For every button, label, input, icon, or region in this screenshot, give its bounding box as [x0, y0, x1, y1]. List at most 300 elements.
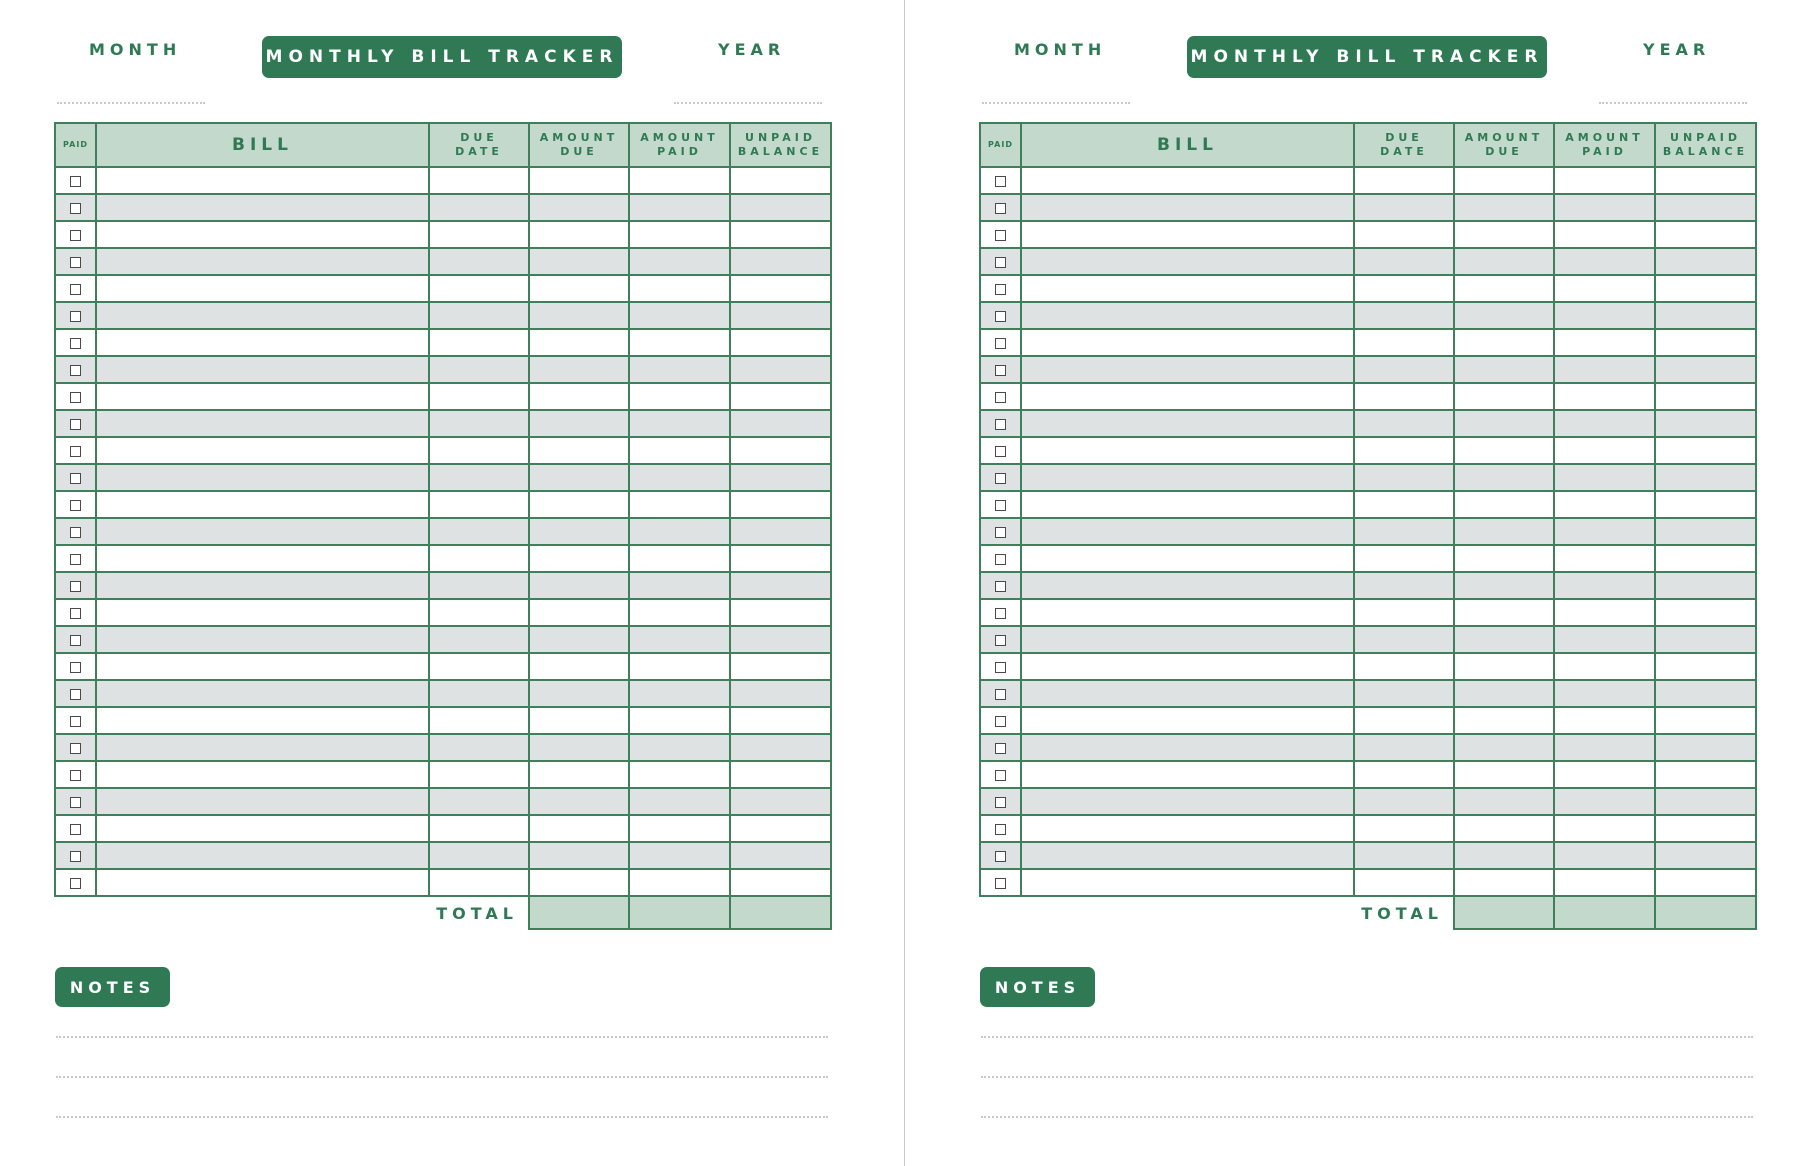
amount-due-cell[interactable] — [1454, 518, 1554, 545]
amount-paid-cell[interactable] — [1554, 248, 1655, 275]
unpaid-balance-cell[interactable] — [730, 680, 831, 707]
note-line[interactable] — [56, 1116, 828, 1118]
paid-checkbox[interactable] — [995, 824, 1006, 835]
amount-due-cell[interactable] — [529, 626, 629, 653]
bill-cell[interactable] — [96, 167, 429, 194]
due-date-cell[interactable] — [1354, 275, 1454, 302]
unpaid-balance-cell[interactable] — [1655, 410, 1756, 437]
unpaid-balance-cell[interactable] — [730, 545, 831, 572]
unpaid-balance-cell[interactable] — [1655, 545, 1756, 572]
due-date-cell[interactable] — [1354, 734, 1454, 761]
due-date-cell[interactable] — [429, 545, 529, 572]
bill-cell[interactable] — [1021, 842, 1354, 869]
paid-checkbox[interactable] — [70, 500, 81, 511]
paid-checkbox[interactable] — [995, 392, 1006, 403]
unpaid-balance-cell[interactable] — [730, 167, 831, 194]
paid-checkbox[interactable] — [70, 689, 81, 700]
paid-checkbox[interactable] — [995, 338, 1006, 349]
unpaid-balance-cell[interactable] — [730, 626, 831, 653]
bill-cell[interactable] — [1021, 410, 1354, 437]
amount-paid-cell[interactable] — [629, 626, 730, 653]
amount-due-cell[interactable] — [529, 356, 629, 383]
due-date-cell[interactable] — [1354, 653, 1454, 680]
amount-paid-cell[interactable] — [629, 653, 730, 680]
paid-checkbox[interactable] — [995, 581, 1006, 592]
amount-due-cell[interactable] — [1454, 761, 1554, 788]
paid-checkbox[interactable] — [995, 446, 1006, 457]
year-fill-line[interactable] — [674, 102, 822, 104]
unpaid-balance-cell[interactable] — [730, 869, 831, 896]
amount-paid-cell[interactable] — [1554, 302, 1655, 329]
due-date-cell[interactable] — [1354, 572, 1454, 599]
total-amount-due-cell[interactable] — [1454, 896, 1554, 929]
paid-checkbox[interactable] — [995, 554, 1006, 565]
amount-due-cell[interactable] — [529, 437, 629, 464]
amount-due-cell[interactable] — [529, 167, 629, 194]
unpaid-balance-cell[interactable] — [730, 383, 831, 410]
due-date-cell[interactable] — [1354, 464, 1454, 491]
bill-cell[interactable] — [1021, 653, 1354, 680]
amount-paid-cell[interactable] — [629, 572, 730, 599]
amount-due-cell[interactable] — [529, 869, 629, 896]
amount-due-cell[interactable] — [529, 518, 629, 545]
unpaid-balance-cell[interactable] — [730, 572, 831, 599]
amount-due-cell[interactable] — [1454, 437, 1554, 464]
due-date-cell[interactable] — [429, 383, 529, 410]
amount-paid-cell[interactable] — [629, 464, 730, 491]
bill-cell[interactable] — [1021, 761, 1354, 788]
bill-cell[interactable] — [96, 437, 429, 464]
paid-checkbox[interactable] — [70, 824, 81, 835]
amount-paid-cell[interactable] — [629, 194, 730, 221]
amount-paid-cell[interactable] — [629, 383, 730, 410]
paid-checkbox[interactable] — [70, 446, 81, 457]
month-fill-line[interactable] — [982, 102, 1130, 104]
bill-cell[interactable] — [1021, 194, 1354, 221]
paid-checkbox[interactable] — [70, 662, 81, 673]
amount-due-cell[interactable] — [1454, 734, 1554, 761]
paid-checkbox[interactable] — [70, 743, 81, 754]
amount-due-cell[interactable] — [1454, 329, 1554, 356]
amount-paid-cell[interactable] — [629, 167, 730, 194]
amount-due-cell[interactable] — [529, 653, 629, 680]
bill-cell[interactable] — [1021, 572, 1354, 599]
unpaid-balance-cell[interactable] — [1655, 734, 1756, 761]
due-date-cell[interactable] — [429, 464, 529, 491]
note-line[interactable] — [981, 1116, 1753, 1118]
amount-paid-cell[interactable] — [1554, 275, 1655, 302]
due-date-cell[interactable] — [429, 410, 529, 437]
paid-checkbox[interactable] — [70, 230, 81, 241]
unpaid-balance-cell[interactable] — [1655, 707, 1756, 734]
unpaid-balance-cell[interactable] — [730, 275, 831, 302]
unpaid-balance-cell[interactable] — [1655, 626, 1756, 653]
amount-paid-cell[interactable] — [1554, 734, 1655, 761]
amount-paid-cell[interactable] — [629, 869, 730, 896]
unpaid-balance-cell[interactable] — [730, 410, 831, 437]
due-date-cell[interactable] — [429, 167, 529, 194]
amount-paid-cell[interactable] — [1554, 356, 1655, 383]
amount-paid-cell[interactable] — [629, 680, 730, 707]
due-date-cell[interactable] — [1354, 167, 1454, 194]
amount-paid-cell[interactable] — [1554, 653, 1655, 680]
due-date-cell[interactable] — [1354, 248, 1454, 275]
amount-paid-cell[interactable] — [1554, 167, 1655, 194]
amount-paid-cell[interactable] — [1554, 842, 1655, 869]
paid-checkbox[interactable] — [995, 230, 1006, 241]
bill-cell[interactable] — [96, 518, 429, 545]
paid-checkbox[interactable] — [995, 608, 1006, 619]
due-date-cell[interactable] — [429, 491, 529, 518]
bill-cell[interactable] — [1021, 815, 1354, 842]
paid-checkbox[interactable] — [995, 284, 1006, 295]
amount-due-cell[interactable] — [1454, 410, 1554, 437]
amount-paid-cell[interactable] — [1554, 437, 1655, 464]
due-date-cell[interactable] — [429, 626, 529, 653]
due-date-cell[interactable] — [1354, 680, 1454, 707]
unpaid-balance-cell[interactable] — [730, 329, 831, 356]
amount-due-cell[interactable] — [1454, 626, 1554, 653]
amount-paid-cell[interactable] — [1554, 707, 1655, 734]
amount-due-cell[interactable] — [1454, 680, 1554, 707]
paid-checkbox[interactable] — [70, 797, 81, 808]
unpaid-balance-cell[interactable] — [1655, 464, 1756, 491]
amount-due-cell[interactable] — [1454, 356, 1554, 383]
paid-checkbox[interactable] — [70, 608, 81, 619]
due-date-cell[interactable] — [1354, 761, 1454, 788]
bill-cell[interactable] — [96, 761, 429, 788]
amount-due-cell[interactable] — [529, 221, 629, 248]
amount-paid-cell[interactable] — [629, 329, 730, 356]
amount-paid-cell[interactable] — [1554, 599, 1655, 626]
bill-cell[interactable] — [96, 356, 429, 383]
amount-paid-cell[interactable] — [629, 275, 730, 302]
amount-due-cell[interactable] — [529, 707, 629, 734]
due-date-cell[interactable] — [1354, 518, 1454, 545]
paid-checkbox[interactable] — [70, 419, 81, 430]
amount-due-cell[interactable] — [1454, 383, 1554, 410]
amount-paid-cell[interactable] — [629, 302, 730, 329]
total-amount-due-cell[interactable] — [529, 896, 629, 929]
bill-cell[interactable] — [96, 707, 429, 734]
amount-due-cell[interactable] — [1454, 842, 1554, 869]
amount-due-cell[interactable] — [529, 383, 629, 410]
bill-cell[interactable] — [1021, 599, 1354, 626]
amount-paid-cell[interactable] — [1554, 788, 1655, 815]
due-date-cell[interactable] — [1354, 491, 1454, 518]
amount-due-cell[interactable] — [529, 815, 629, 842]
bill-cell[interactable] — [1021, 248, 1354, 275]
amount-due-cell[interactable] — [529, 599, 629, 626]
bill-cell[interactable] — [1021, 356, 1354, 383]
due-date-cell[interactable] — [429, 437, 529, 464]
bill-cell[interactable] — [1021, 680, 1354, 707]
due-date-cell[interactable] — [429, 194, 529, 221]
amount-due-cell[interactable] — [1454, 707, 1554, 734]
amount-due-cell[interactable] — [529, 842, 629, 869]
amount-paid-cell[interactable] — [629, 545, 730, 572]
unpaid-balance-cell[interactable] — [730, 788, 831, 815]
due-date-cell[interactable] — [429, 653, 529, 680]
bill-cell[interactable] — [96, 653, 429, 680]
bill-cell[interactable] — [1021, 518, 1354, 545]
amount-paid-cell[interactable] — [629, 707, 730, 734]
amount-paid-cell[interactable] — [1554, 329, 1655, 356]
bill-cell[interactable] — [96, 194, 429, 221]
paid-checkbox[interactable] — [70, 365, 81, 376]
bill-cell[interactable] — [96, 383, 429, 410]
amount-due-cell[interactable] — [1454, 599, 1554, 626]
bill-cell[interactable] — [1021, 167, 1354, 194]
total-unpaid-balance-cell[interactable] — [730, 896, 831, 929]
amount-due-cell[interactable] — [529, 545, 629, 572]
bill-cell[interactable] — [1021, 869, 1354, 896]
amount-due-cell[interactable] — [1454, 491, 1554, 518]
amount-due-cell[interactable] — [529, 464, 629, 491]
amount-paid-cell[interactable] — [1554, 869, 1655, 896]
unpaid-balance-cell[interactable] — [730, 842, 831, 869]
bill-cell[interactable] — [96, 680, 429, 707]
amount-paid-cell[interactable] — [1554, 518, 1655, 545]
unpaid-balance-cell[interactable] — [1655, 167, 1756, 194]
due-date-cell[interactable] — [1354, 599, 1454, 626]
due-date-cell[interactable] — [1354, 302, 1454, 329]
unpaid-balance-cell[interactable] — [1655, 518, 1756, 545]
due-date-cell[interactable] — [429, 788, 529, 815]
unpaid-balance-cell[interactable] — [1655, 680, 1756, 707]
total-amount-paid-cell[interactable] — [629, 896, 730, 929]
due-date-cell[interactable] — [1354, 383, 1454, 410]
paid-checkbox[interactable] — [995, 257, 1006, 268]
amount-due-cell[interactable] — [529, 491, 629, 518]
amount-paid-cell[interactable] — [629, 788, 730, 815]
due-date-cell[interactable] — [1354, 356, 1454, 383]
paid-checkbox[interactable] — [70, 635, 81, 646]
unpaid-balance-cell[interactable] — [730, 437, 831, 464]
paid-checkbox[interactable] — [70, 176, 81, 187]
month-fill-line[interactable] — [57, 102, 205, 104]
unpaid-balance-cell[interactable] — [1655, 491, 1756, 518]
amount-due-cell[interactable] — [529, 788, 629, 815]
paid-checkbox[interactable] — [70, 203, 81, 214]
amount-paid-cell[interactable] — [629, 410, 730, 437]
amount-due-cell[interactable] — [1454, 221, 1554, 248]
note-line[interactable] — [56, 1036, 828, 1038]
bill-cell[interactable] — [1021, 275, 1354, 302]
paid-checkbox[interactable] — [995, 851, 1006, 862]
paid-checkbox[interactable] — [995, 689, 1006, 700]
bill-cell[interactable] — [1021, 788, 1354, 815]
paid-checkbox[interactable] — [70, 716, 81, 727]
year-fill-line[interactable] — [1599, 102, 1747, 104]
paid-checkbox[interactable] — [995, 419, 1006, 430]
due-date-cell[interactable] — [1354, 437, 1454, 464]
paid-checkbox[interactable] — [995, 662, 1006, 673]
unpaid-balance-cell[interactable] — [1655, 599, 1756, 626]
amount-due-cell[interactable] — [1454, 572, 1554, 599]
bill-cell[interactable] — [1021, 437, 1354, 464]
bill-cell[interactable] — [1021, 329, 1354, 356]
amount-due-cell[interactable] — [1454, 167, 1554, 194]
amount-paid-cell[interactable] — [629, 815, 730, 842]
amount-due-cell[interactable] — [529, 680, 629, 707]
unpaid-balance-cell[interactable] — [730, 518, 831, 545]
due-date-cell[interactable] — [1354, 707, 1454, 734]
unpaid-balance-cell[interactable] — [730, 491, 831, 518]
bill-cell[interactable] — [96, 788, 429, 815]
bill-cell[interactable] — [96, 491, 429, 518]
note-line[interactable] — [56, 1076, 828, 1078]
due-date-cell[interactable] — [429, 329, 529, 356]
due-date-cell[interactable] — [1354, 842, 1454, 869]
paid-checkbox[interactable] — [995, 527, 1006, 538]
amount-due-cell[interactable] — [1454, 815, 1554, 842]
unpaid-balance-cell[interactable] — [730, 599, 831, 626]
amount-paid-cell[interactable] — [629, 761, 730, 788]
paid-checkbox[interactable] — [995, 176, 1006, 187]
amount-due-cell[interactable] — [1454, 869, 1554, 896]
amount-paid-cell[interactable] — [1554, 221, 1655, 248]
due-date-cell[interactable] — [429, 356, 529, 383]
bill-cell[interactable] — [96, 248, 429, 275]
unpaid-balance-cell[interactable] — [1655, 869, 1756, 896]
unpaid-balance-cell[interactable] — [1655, 248, 1756, 275]
bill-cell[interactable] — [96, 599, 429, 626]
paid-checkbox[interactable] — [70, 554, 81, 565]
unpaid-balance-cell[interactable] — [1655, 221, 1756, 248]
bill-cell[interactable] — [96, 572, 429, 599]
unpaid-balance-cell[interactable] — [1655, 761, 1756, 788]
unpaid-balance-cell[interactable] — [730, 248, 831, 275]
paid-checkbox[interactable] — [995, 365, 1006, 376]
paid-checkbox[interactable] — [995, 797, 1006, 808]
amount-paid-cell[interactable] — [1554, 815, 1655, 842]
due-date-cell[interactable] — [429, 248, 529, 275]
due-date-cell[interactable] — [429, 707, 529, 734]
paid-checkbox[interactable] — [70, 851, 81, 862]
amount-due-cell[interactable] — [529, 194, 629, 221]
bill-cell[interactable] — [1021, 464, 1354, 491]
paid-checkbox[interactable] — [70, 581, 81, 592]
amount-due-cell[interactable] — [529, 329, 629, 356]
due-date-cell[interactable] — [429, 680, 529, 707]
amount-paid-cell[interactable] — [1554, 194, 1655, 221]
amount-paid-cell[interactable] — [629, 518, 730, 545]
bill-cell[interactable] — [1021, 221, 1354, 248]
paid-checkbox[interactable] — [995, 743, 1006, 754]
bill-cell[interactable] — [96, 302, 429, 329]
amount-paid-cell[interactable] — [629, 221, 730, 248]
amount-paid-cell[interactable] — [629, 248, 730, 275]
unpaid-balance-cell[interactable] — [1655, 653, 1756, 680]
bill-cell[interactable] — [1021, 734, 1354, 761]
unpaid-balance-cell[interactable] — [730, 707, 831, 734]
paid-checkbox[interactable] — [70, 473, 81, 484]
amount-due-cell[interactable] — [529, 410, 629, 437]
amount-paid-cell[interactable] — [1554, 680, 1655, 707]
amount-due-cell[interactable] — [529, 248, 629, 275]
bill-cell[interactable] — [1021, 491, 1354, 518]
amount-due-cell[interactable] — [529, 572, 629, 599]
amount-paid-cell[interactable] — [629, 734, 730, 761]
paid-checkbox[interactable] — [70, 527, 81, 538]
paid-checkbox[interactable] — [995, 473, 1006, 484]
paid-checkbox[interactable] — [995, 500, 1006, 511]
unpaid-balance-cell[interactable] — [730, 356, 831, 383]
unpaid-balance-cell[interactable] — [1655, 275, 1756, 302]
amount-paid-cell[interactable] — [1554, 545, 1655, 572]
amount-due-cell[interactable] — [1454, 194, 1554, 221]
bill-cell[interactable] — [96, 815, 429, 842]
due-date-cell[interactable] — [429, 572, 529, 599]
amount-paid-cell[interactable] — [1554, 491, 1655, 518]
note-line[interactable] — [981, 1076, 1753, 1078]
amount-due-cell[interactable] — [1454, 248, 1554, 275]
bill-cell[interactable] — [96, 221, 429, 248]
bill-cell[interactable] — [1021, 383, 1354, 410]
due-date-cell[interactable] — [1354, 329, 1454, 356]
bill-cell[interactable] — [1021, 707, 1354, 734]
amount-due-cell[interactable] — [1454, 653, 1554, 680]
amount-due-cell[interactable] — [1454, 464, 1554, 491]
bill-cell[interactable] — [96, 626, 429, 653]
due-date-cell[interactable] — [429, 734, 529, 761]
paid-checkbox[interactable] — [70, 257, 81, 268]
unpaid-balance-cell[interactable] — [1655, 572, 1756, 599]
due-date-cell[interactable] — [1354, 869, 1454, 896]
unpaid-balance-cell[interactable] — [1655, 815, 1756, 842]
unpaid-balance-cell[interactable] — [1655, 842, 1756, 869]
amount-due-cell[interactable] — [1454, 302, 1554, 329]
due-date-cell[interactable] — [429, 842, 529, 869]
paid-checkbox[interactable] — [995, 770, 1006, 781]
amount-paid-cell[interactable] — [1554, 410, 1655, 437]
bill-cell[interactable] — [96, 275, 429, 302]
due-date-cell[interactable] — [429, 599, 529, 626]
unpaid-balance-cell[interactable] — [730, 221, 831, 248]
unpaid-balance-cell[interactable] — [1655, 194, 1756, 221]
amount-due-cell[interactable] — [529, 761, 629, 788]
due-date-cell[interactable] — [429, 761, 529, 788]
unpaid-balance-cell[interactable] — [730, 464, 831, 491]
amount-paid-cell[interactable] — [629, 356, 730, 383]
bill-cell[interactable] — [1021, 626, 1354, 653]
bill-cell[interactable] — [96, 329, 429, 356]
due-date-cell[interactable] — [429, 275, 529, 302]
paid-checkbox[interactable] — [995, 635, 1006, 646]
paid-checkbox[interactable] — [995, 203, 1006, 214]
total-unpaid-balance-cell[interactable] — [1655, 896, 1756, 929]
amount-due-cell[interactable] — [1454, 275, 1554, 302]
due-date-cell[interactable] — [1354, 221, 1454, 248]
bill-cell[interactable] — [96, 464, 429, 491]
paid-checkbox[interactable] — [995, 311, 1006, 322]
unpaid-balance-cell[interactable] — [730, 815, 831, 842]
due-date-cell[interactable] — [429, 815, 529, 842]
due-date-cell[interactable] — [1354, 626, 1454, 653]
paid-checkbox[interactable] — [70, 878, 81, 889]
due-date-cell[interactable] — [429, 302, 529, 329]
due-date-cell[interactable] — [1354, 815, 1454, 842]
bill-cell[interactable] — [1021, 302, 1354, 329]
due-date-cell[interactable] — [429, 869, 529, 896]
paid-checkbox[interactable] — [995, 716, 1006, 727]
paid-checkbox[interactable] — [70, 392, 81, 403]
due-date-cell[interactable] — [1354, 194, 1454, 221]
paid-checkbox[interactable] — [995, 878, 1006, 889]
bill-cell[interactable] — [96, 734, 429, 761]
amount-paid-cell[interactable] — [629, 491, 730, 518]
